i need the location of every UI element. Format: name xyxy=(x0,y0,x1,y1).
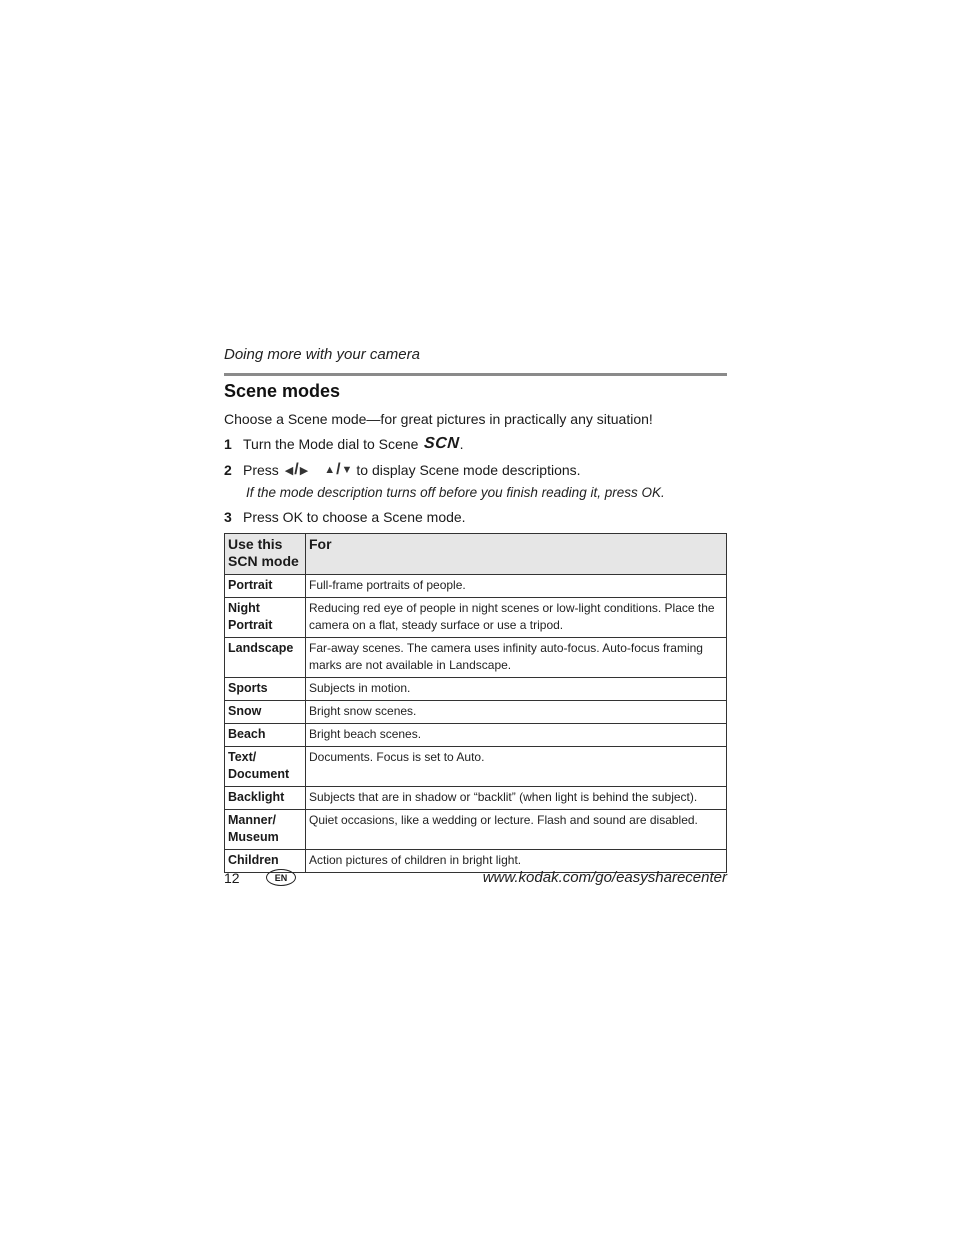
mode-cell: Sports xyxy=(225,678,306,701)
table-row xyxy=(225,598,727,638)
section-title: Scene modes xyxy=(224,381,341,401)
step-text-post: to display Scene mode descriptions. xyxy=(356,462,581,478)
step-text-pre: Press xyxy=(243,462,279,478)
table-row xyxy=(225,787,727,810)
step-1 xyxy=(224,435,464,453)
running-header: Doing more with your camera xyxy=(224,346,420,363)
mode-cell: Backlight xyxy=(225,787,306,810)
footer-url-link[interactable]: www.kodak.com/go/easysharecenter xyxy=(482,869,727,886)
step-3 xyxy=(224,509,466,525)
desc-cell: Full-frame portraits of people. xyxy=(306,575,727,598)
table-row xyxy=(225,810,727,850)
column-header-for: For xyxy=(306,534,727,575)
table-header-row xyxy=(225,534,727,575)
left-arrow-icon: ◀ xyxy=(284,464,294,477)
desc-cell: Subjects in motion. xyxy=(306,678,727,701)
right-arrow-icon: ▶ xyxy=(299,464,309,477)
page-number: 12 xyxy=(224,869,240,886)
table-row xyxy=(225,575,727,598)
header-rule xyxy=(224,373,727,376)
intro-text: Choose a Scene mode—for great pictures in practically any situation! xyxy=(224,411,653,427)
table-row xyxy=(225,747,727,787)
desc-cell: Action pictures of children in bright light. xyxy=(306,850,727,873)
mode-cell: Text/ Document xyxy=(225,747,306,787)
step-text: Turn the Mode dial to Scene xyxy=(243,436,419,452)
step-suffix: . xyxy=(459,436,464,452)
desc-cell: Subjects that are in shadow or “backlit” (when light is behind the subject). xyxy=(306,787,727,810)
mode-cell: Children xyxy=(225,850,306,873)
desc-cell: Far-away scenes. The camera uses infinity auto-focus. Auto-focus framing marks are not available in Landscape. xyxy=(306,638,727,678)
language-badge-icon: EN xyxy=(266,869,296,886)
mode-cell: Manner/ Museum xyxy=(225,810,306,850)
step-text: Press OK to choose a Scene mode. xyxy=(243,509,466,525)
page-footer xyxy=(224,869,727,886)
table-row xyxy=(225,678,727,701)
nav-arrows-icon: ◀ / ▶ ▲ / ▼ xyxy=(284,461,353,478)
mode-cell: Landscape xyxy=(225,638,306,678)
table-row xyxy=(225,638,727,678)
step-number: 3 xyxy=(224,509,232,525)
column-header-mode: Use this SCN mode xyxy=(225,534,306,575)
desc-cell: Reducing red eye of people in night scenes or low-light conditions. Place the camera on a flat, steady surface or use a tripod. xyxy=(306,598,727,638)
desc-cell: Bright beach scenes. xyxy=(306,724,727,747)
scene-mode-table xyxy=(224,533,727,873)
scn-mode-icon: SCN xyxy=(423,435,461,452)
up-arrow-icon: ▲ xyxy=(324,464,336,476)
table-row xyxy=(225,701,727,724)
desc-cell: Documents. Focus is set to Auto. xyxy=(306,747,727,787)
table-row xyxy=(225,724,727,747)
step-2 xyxy=(224,461,581,479)
mode-cell: Night Portrait xyxy=(225,598,306,638)
desc-cell: Bright snow scenes. xyxy=(306,701,727,724)
step-number: 1 xyxy=(224,436,232,452)
mode-cell: Portrait xyxy=(225,575,306,598)
mode-cell: Snow xyxy=(225,701,306,724)
down-arrow-icon: ▼ xyxy=(341,464,353,476)
step-note: If the mode description turns off before you finish reading it, press OK. xyxy=(246,485,665,500)
step-number: 2 xyxy=(224,462,232,478)
mode-cell: Beach xyxy=(225,724,306,747)
desc-cell: Quiet occasions, like a wedding or lecture. Flash and sound are disabled. xyxy=(306,810,727,850)
